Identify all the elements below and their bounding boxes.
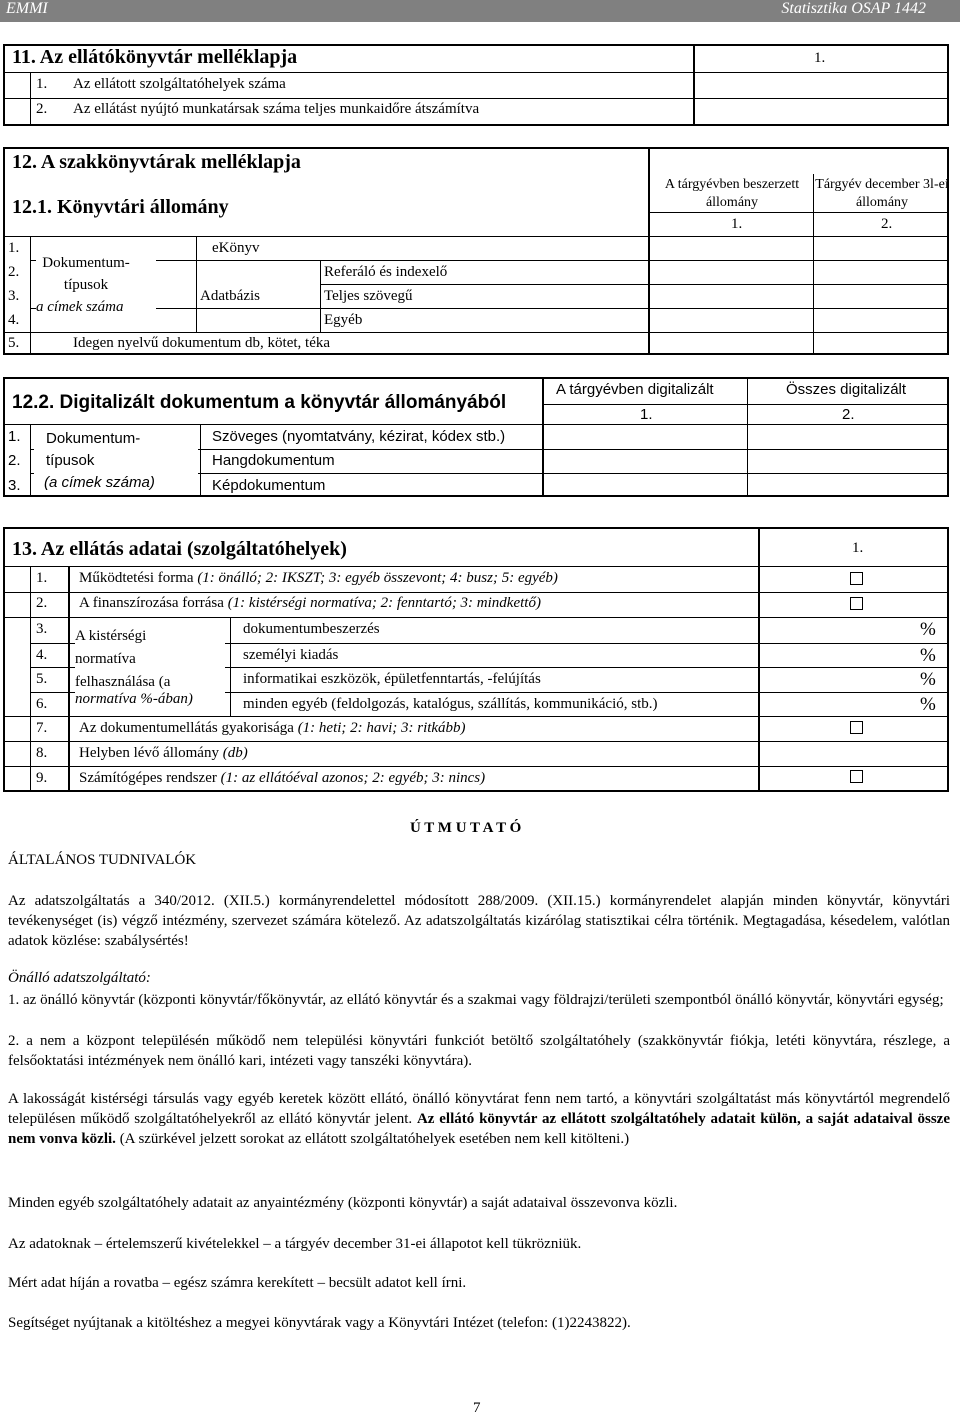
guide-indep-1: 1. az önálló könyvtár (központi könyvtár/főkönyvtár, az ellátó könyvtár és a szakmai vagy földrajzi/területi szempontból önálló könyvtár, könyvtári egység;	[8, 992, 944, 1008]
row-number: 8.	[36, 745, 48, 761]
section-12-title: 12. A szakkönyvtárak melléklapja	[12, 151, 301, 173]
group-sub: (a címek száma)	[44, 474, 155, 491]
guide-paragraph-2	[8, 1089, 950, 1149]
column-head: A tárgyévben beszerzett állomány	[664, 177, 800, 210]
percent-unit: %	[920, 694, 936, 715]
row-number: 5.	[8, 335, 20, 351]
row-text	[79, 595, 541, 612]
section-13-title: 13. Az ellátás adatai (szolgáltatóhelyek)	[12, 538, 347, 560]
row-number: 1.	[8, 240, 20, 256]
row-label: Az ellátott szolgáltatóhelyek száma	[73, 76, 286, 92]
group-line: felhasználása (a	[75, 674, 171, 690]
row-number: 4.	[8, 312, 20, 328]
row-number: 6.	[36, 696, 48, 712]
p2b: Az ellátó könyvtár az ellátott szolgáltatóhely adatait külön, a saját adataival össze nem vonva közli.	[8, 1111, 950, 1147]
row-label: személyi kiadás	[243, 647, 339, 663]
row-label: Képdokumentum	[212, 477, 326, 494]
row-number: 3.	[8, 477, 21, 494]
guide-paragraph: Segítséget nyújtanak a kitöltéshez a megyei könyvtárak vagy a Könyvtári Intézet (telefon: (1)2243822).	[8, 1315, 631, 1331]
group-label-text: Dokumentum-típusok	[46, 430, 141, 469]
guide-paragraph: Minden egyéb szolgáltatóhely adatait az anyaintézmény (központi könyvtár) a saját adataival összevonva közli.	[8, 1195, 678, 1211]
checkbox[interactable]	[850, 597, 863, 610]
column-number: 1.	[731, 216, 743, 232]
row-label: Számítógépes rendszer	[79, 770, 217, 786]
row-label: Az ellátást nyújtó munkatársak száma teljes munkaidőre átszámítva	[73, 101, 480, 117]
p2c: (A szürkével jelzett sorokat az ellátott szolgáltatóhelyek esetében nem kell kitölteni.)	[115, 1131, 630, 1147]
column-number: 2.	[842, 406, 855, 423]
guide-paragraph: Mért adat híján a rovatba – egész számra kerekített – becsült adatot kell írni.	[8, 1275, 467, 1291]
group-label	[36, 252, 156, 318]
checkbox[interactable]	[850, 572, 863, 585]
header-bar	[0, 0, 960, 22]
row-label: Idegen nyelvű dokumentum db, kötet, téka	[73, 335, 331, 351]
header-left: EMMI	[6, 0, 48, 17]
row-label: Hangdokumentum	[212, 452, 335, 469]
section-11-col: 1.	[814, 50, 826, 66]
row-number: 2.	[36, 101, 48, 117]
guide-indep-2: 2. a nem a központ településén működő nem települési könyvtári funkciót betöltő szolgáltatóhely (szakkönyvtár fiókja, letéti könyvtára, részlege, a felsőoktatási intézmények nem önálló kari, intézeti vagy tanszéki könyvtára).	[8, 1033, 950, 1069]
row-label: Egyéb	[324, 312, 363, 328]
row-label: Teljes szövegű	[324, 288, 413, 304]
row-number: 1.	[36, 76, 48, 92]
adatbazis-label: Adatbázis	[200, 288, 260, 304]
row-text	[79, 720, 466, 737]
group-line: A kistérségi	[75, 628, 147, 644]
column-head: A tárgyévben digitalizált	[556, 381, 714, 398]
percent-unit: %	[920, 619, 936, 640]
row-number: 2.	[8, 452, 21, 469]
group-line: normatíva	[75, 651, 136, 667]
p2a: A lakosságát kistérségi társulás vagy egyéb keretek között ellátó, önálló könyvtárat fenn nem tartó, a könyvtári szolgáltatást más könyvtártól megrendelő településen működő szolgáltatóhelyekről az ellátó könyvtár jelent.	[8, 1091, 950, 1127]
guide-indep-head: Önálló adatszolgáltató:	[8, 970, 151, 986]
guide-general: ÁLTALÁNOS TUDNIVALÓK	[8, 852, 197, 868]
row-text	[79, 745, 248, 762]
section-12-1-subtitle: 12.1. Könyvtári állomány	[12, 196, 229, 218]
header-right: Statisztika OSAP 1442	[781, 0, 926, 17]
group-line: normatíva %-ában)	[75, 691, 193, 707]
guide-paragraph: Az adatszolgáltatás a 340/2012. (XII.5.) kormányrendelettel módosított 288/2009. (XII.15.) kormányrendelet alapján minden könyvtár, könyvtári tevékenységet (is) végző intézmény, szervezet számára kötelező. Az adatszolgáltatás kizárólag statisztikai célra történik. Megtagadása, késedelem, valótlan adatok közlése: szabálysértés!	[8, 893, 950, 949]
row-number: 4.	[36, 647, 48, 663]
group-label	[34, 428, 198, 494]
row-number: 1.	[36, 570, 48, 586]
page-number: 7	[473, 1400, 481, 1416]
row-label: Helyben lévő állomány	[79, 745, 219, 761]
row-number: 7.	[36, 720, 48, 736]
row-hint: (1: heti; 2: havi; 3: ritkább)	[297, 720, 466, 736]
column-number: 1.	[640, 406, 653, 423]
input-cell[interactable]	[694, 73, 948, 98]
row-text	[79, 770, 485, 787]
guide-paragraph: Az adatoknak – értelemszerű kivételekkel – a tárgyév december 31-ei állapotot kell tükrözniük.	[8, 1236, 582, 1252]
row-label: dokumentumbeszerzés	[243, 621, 380, 637]
row-number: 2.	[36, 595, 48, 611]
column-head: Tárgyév december 3l-ei állomány	[815, 177, 949, 210]
row-number: 2.	[8, 264, 20, 280]
input-cell[interactable]	[694, 99, 948, 125]
section-13-col: 1.	[852, 540, 864, 556]
row-hint: (db)	[222, 745, 248, 761]
row-number: 3.	[8, 288, 20, 304]
column-number: 2.	[881, 216, 893, 232]
row-label: informatikai eszközök, épületfenntartás, -felújítás	[243, 671, 541, 687]
percent-unit: %	[920, 645, 936, 666]
row-label: Referáló és indexelő	[324, 264, 448, 280]
row-label: Működtetési forma	[79, 570, 194, 586]
column-head: Összes digitalizált	[786, 381, 907, 398]
checkbox[interactable]	[850, 770, 863, 783]
row-number: 1.	[8, 428, 21, 445]
guide-title: Ú T M U T A T Ó	[410, 820, 522, 836]
row-text	[79, 570, 558, 587]
row-label: Szöveges (nyomtatvány, kézirat, kódex stb.)	[212, 428, 506, 445]
section-12-2-title: 12.2. Digitalizált dokumentum a könyvtár állományából	[12, 392, 507, 413]
percent-unit: %	[920, 669, 936, 690]
row-hint: (1: kistérségi normatíva; 2: fenntartó; 3: mindkettő)	[227, 595, 541, 611]
row-label: A finanszírozása forrása	[79, 595, 224, 611]
group-label-text: Dokumentum-típusok	[42, 255, 130, 293]
section-11-title: 11. Az ellátókönyvtár melléklapja	[12, 46, 298, 68]
row-hint: (1: önálló; 2: IKSZT; 3: egyéb összevont; 4: busz; 5: egyéb)	[197, 570, 558, 586]
row-number: 5.	[36, 671, 48, 687]
row-label: Az dokumentumellátás gyakorisága	[79, 720, 294, 736]
row-number: 9.	[36, 770, 48, 786]
row-hint: (1: az ellátóéval azonos; 2: egyéb; 3: nincs)	[220, 770, 486, 786]
row-label: minden egyéb (feldolgozás, katalógus, szállítás, kommunikáció, stb.)	[243, 696, 658, 712]
checkbox[interactable]	[850, 721, 863, 734]
group-sub: a címek száma	[36, 299, 124, 315]
row-label: eKönyv	[212, 240, 260, 256]
row-number: 3.	[36, 621, 48, 637]
normativa-group	[75, 625, 225, 711]
